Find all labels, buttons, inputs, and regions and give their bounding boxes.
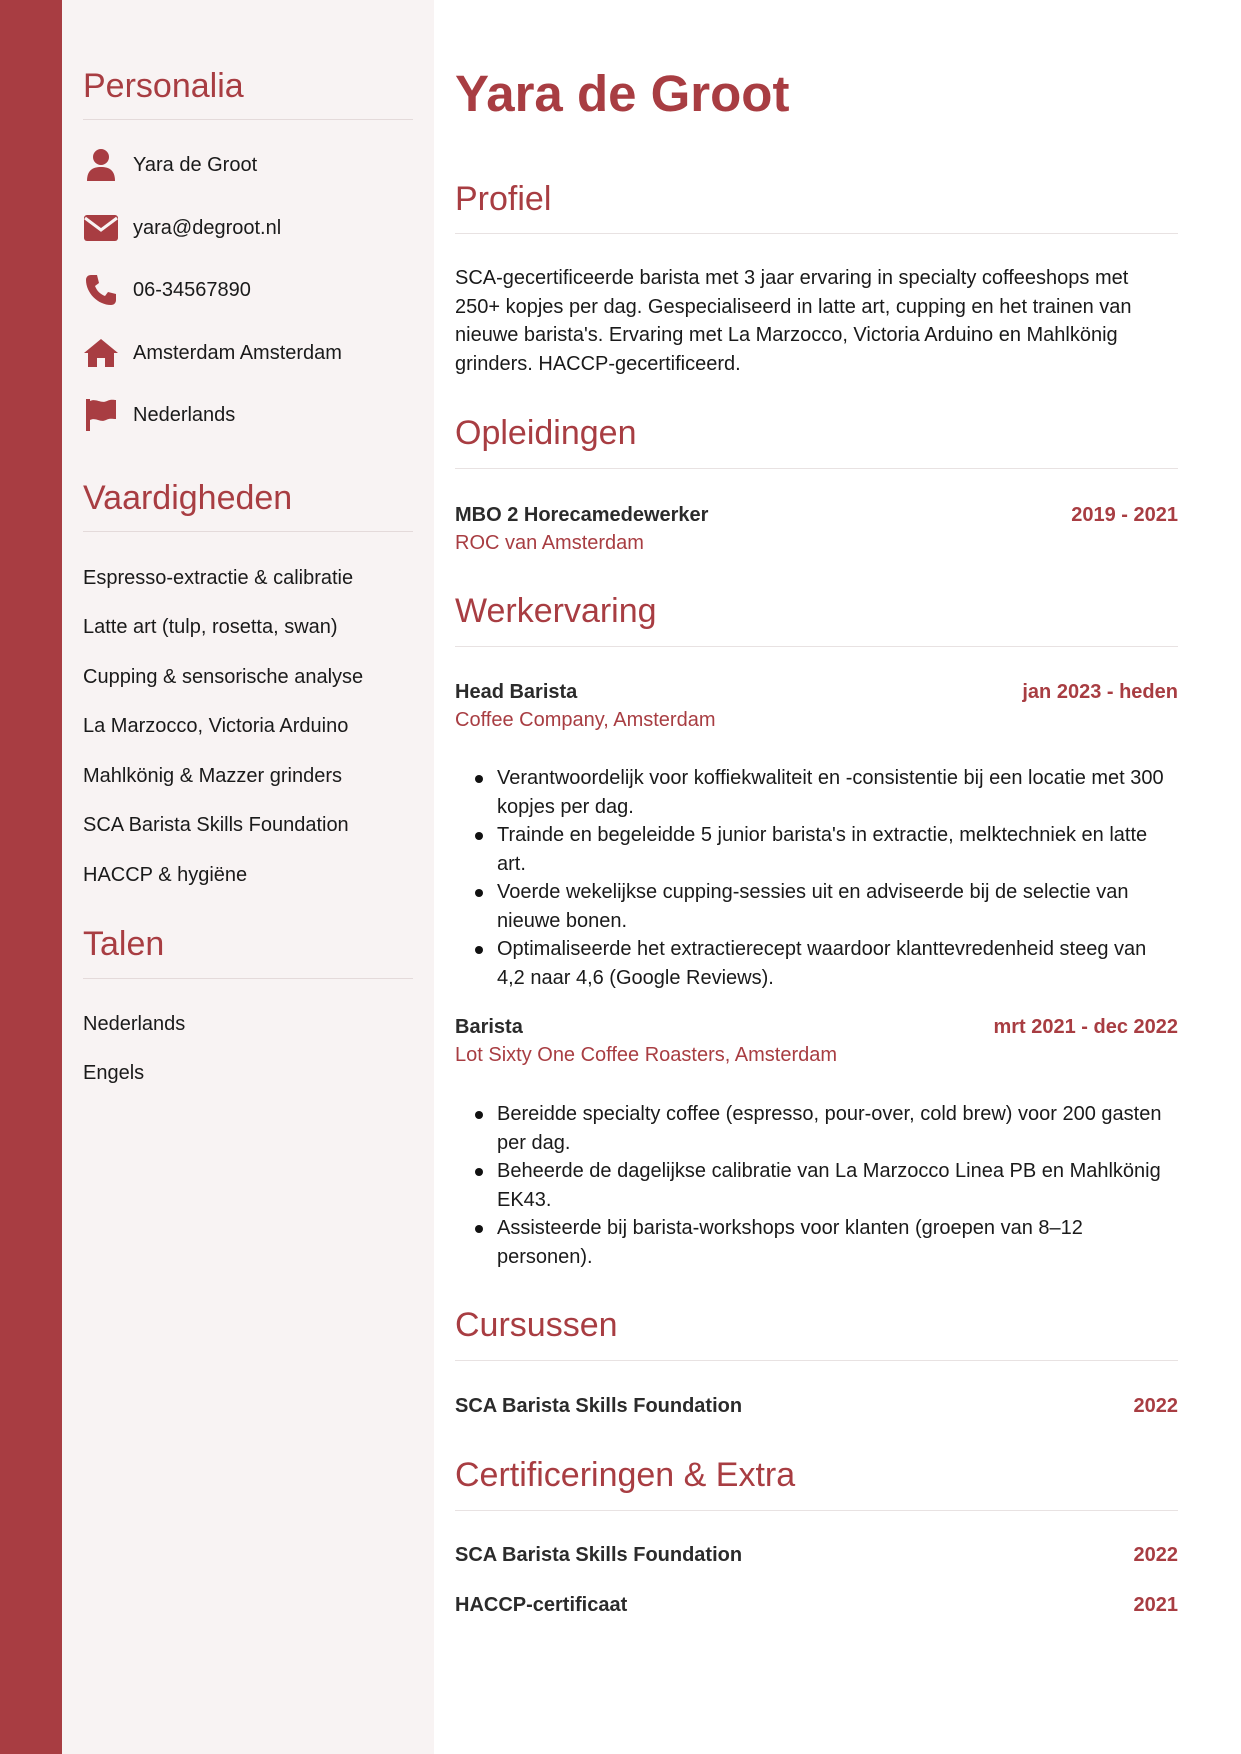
- profile-divider: [455, 233, 1178, 234]
- contact-email: [83, 210, 281, 246]
- certs-divider: [455, 1510, 1178, 1511]
- skills-divider: [83, 531, 413, 532]
- contact-location-text: Amsterdam Amsterdam: [133, 341, 342, 364]
- cert-title: SCA Barista Skills Foundation: [455, 1544, 743, 1566]
- contact-nationality-text: Nederlands: [133, 403, 236, 426]
- sidebar: [62, 0, 434, 1754]
- education-title: MBO 2 Horecamedewerker: [455, 504, 709, 526]
- contact-phone-text: 06-34567890: [133, 278, 251, 301]
- experience-divider: [455, 646, 1178, 647]
- skill-item: Espresso-extractie & calibratie: [83, 567, 354, 589]
- job-bullet: Assisteerde bij barista-workshops voor klanten (groepen van 8–12 personen).: [497, 1214, 1178, 1271]
- skill-item: Mahlkönig & Mazzer grinders: [83, 765, 342, 787]
- course-date: 2022: [1133, 1395, 1178, 1417]
- skill-item: La Marzocco, Victoria Arduino: [83, 715, 349, 737]
- education-date: 2019 - 2021: [1071, 504, 1178, 526]
- experience-heading: Werkervaring: [455, 592, 657, 630]
- job-bullet: Optimaliseerde het extractierecept waardoor klanttevredenheid steeg van 4,2 naar 4,6 (Google Reviews).: [497, 935, 1178, 992]
- skills-heading: Vaardigheden: [83, 479, 293, 517]
- contact-phone: [83, 272, 251, 308]
- languages-heading: Talen: [83, 925, 165, 963]
- cert-title: HACCP-certificaat: [455, 1594, 628, 1616]
- profile-heading: Profiel: [455, 180, 552, 218]
- skill-item: HACCP & hygiëne: [83, 864, 248, 886]
- job-title: Barista: [455, 1016, 523, 1038]
- courses-heading: Cursussen: [455, 1306, 618, 1344]
- language-item: Nederlands: [83, 1013, 186, 1035]
- job-company: Lot Sixty One Coffee Roasters, Amsterdam: [455, 1044, 838, 1066]
- job-bullet: Verantwoordelijk voor koffiekwaliteit en -consistentie bij een locatie met 300 kopjes per dag.: [497, 764, 1178, 821]
- contact-email-text: yara@degroot.nl: [133, 216, 282, 239]
- cert-date: 2021: [1133, 1594, 1178, 1616]
- job-title: Head Barista: [455, 681, 578, 703]
- job-bullet: Trainde en begeleidde 5 junior barista's in extractie, melktechniek en latte art.: [497, 821, 1178, 878]
- education-divider: [455, 468, 1178, 469]
- envelope-icon: [83, 210, 119, 246]
- home-icon: [83, 335, 119, 371]
- cert-date: 2022: [1133, 1544, 1178, 1566]
- skill-item: SCA Barista Skills Foundation: [83, 814, 349, 836]
- job-company: Coffee Company, Amsterdam: [455, 709, 716, 731]
- contact-name: [83, 147, 257, 183]
- personalia-heading: Personalia: [83, 67, 244, 105]
- contact-location: [83, 335, 342, 371]
- education-institution: ROC van Amsterdam: [455, 532, 644, 554]
- education-heading: Opleidingen: [455, 414, 637, 452]
- accent-stripe: [0, 0, 62, 1754]
- job-bullets: [455, 1100, 1178, 1271]
- user-icon: [83, 147, 119, 183]
- language-item: Engels: [83, 1062, 145, 1084]
- certs-heading: Certificeringen & Extra: [455, 1456, 796, 1494]
- contact-name-text: Yara de Groot: [133, 153, 258, 176]
- job-bullet: Beheerde de dagelijkse calibratie van La Marzocco Linea PB en Mahlkönig EK43.: [497, 1157, 1178, 1214]
- flag-icon: [83, 397, 119, 433]
- course-title: SCA Barista Skills Foundation: [455, 1395, 743, 1417]
- job-bullets: [455, 764, 1178, 992]
- job-date: jan 2023 - heden: [1022, 681, 1178, 703]
- profile-text: SCA-gecertificeerde barista met 3 jaar ervaring in specialty coffeeshops met 250+ kopjes per dag. Gespecialiseerd in latte art, cupping en het trainen van nieuwe barista's. Ervaring met La Marzocco, Victoria Arduino en Mahlkönig grinders. HACCP-gecertificeerd.: [455, 267, 1132, 375]
- candidate-name: Yara de Groot: [455, 65, 790, 122]
- languages-divider: [83, 978, 413, 979]
- job-bullet: Voerde wekelijkse cupping-sessies uit en adviseerde bij de selectie van nieuwe bonen.: [497, 878, 1178, 935]
- skill-item: Latte art (tulp, rosetta, swan): [83, 616, 338, 638]
- phone-icon: [83, 272, 119, 308]
- contact-nationality: [83, 397, 235, 433]
- personalia-divider: [83, 119, 413, 120]
- courses-divider: [455, 1360, 1178, 1361]
- skill-item: Cupping & sensorische analyse: [83, 666, 364, 688]
- job-bullet: Bereidde specialty coffee (espresso, pour-over, cold brew) voor 200 gasten per dag.: [497, 1100, 1178, 1157]
- job-date: mrt 2021 - dec 2022: [993, 1016, 1178, 1038]
